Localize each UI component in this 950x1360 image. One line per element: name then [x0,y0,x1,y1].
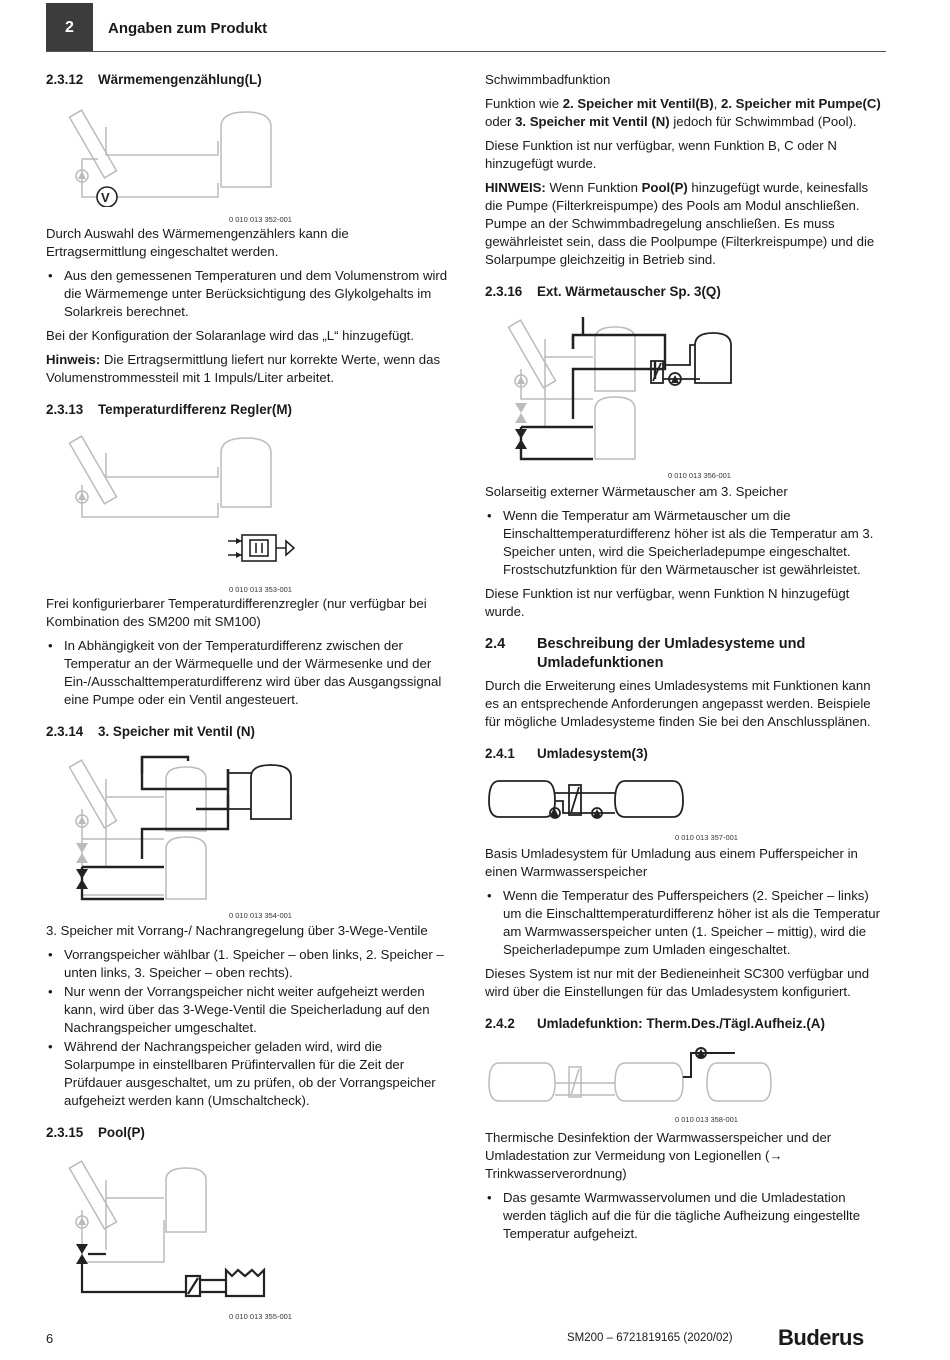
section-heading: 2.3.12 Wärmemengenzählung(L) [46,72,262,87]
paragraph: 3. Speicher mit Vorrang-/ Nachrangregelung über 3-Wege-Ventile [46,923,428,938]
figure-code: 0 010 013 354-001 [229,911,292,920]
chapter-title: Angaben zum Produkt [108,20,268,37]
paragraph: Funktion wie 2. Speicher mit Ventil(B), 2. Speicher mit Pumpe(C) oder 3. Speicher mit Ventil (N) jedoch für Schwimmbad (Pool). [485,96,881,129]
chapter-number: 2 [46,3,93,52]
header-rule [46,51,886,52]
document-id: SM200 – 6721819165 (2020/02) [567,1332,733,1344]
bullet-list [46,637,448,709]
figure-code: 0 010 013 356-001 [668,471,731,480]
paragraph: Durch die Erweiterung eines Umladesystems mit Funktionen kann es an entsprechende Anforderungen angepasst werden. Beispiele für mögliche Umladesysteme finden Sie bei den Anschlussplänen. [485,678,871,729]
list-item: • Vorrangspeicher wählbar (1. Speicher – oben links, 2. Speicher – unten links, 3. Speicher – oben rechts). [46,946,448,982]
figure-code: 0 010 013 358-001 [675,1115,738,1124]
figure-code: 0 010 013 355-001 [229,1312,292,1321]
list-item: • Während der Nachrangspeicher geladen wird, wird die Solarpumpe in einstellbaren Prüfintervallen für die Zeit der Prüfdauer ausgeschaltet, um zu prüfen, ob der Vorrangspeicher aufgeheizt werden kann (Umschaltcheck). [46,1038,448,1110]
bullet-list [485,1189,887,1243]
paragraph: Frei konfigurierbarer Temperaturdifferenzregler (nur verfügbar bei Kombination des SM200 mit SM100) [46,596,427,629]
list-item: • Nur wenn der Vorrangspeicher nicht weiter aufgeheizt werden kann, wird über das 3-Wege-Ventil die Speicherladung auf den Nachrangspeicher umgeschaltet. [46,983,448,1037]
paragraph: Diese Funktion ist nur verfügbar, wenn Funktion N hinzugefügt wurde. [485,586,850,619]
paragraph: Solarseitig externer Wärmetauscher am 3. Speicher [485,484,788,499]
list-item: • Wenn die Temperatur des Pufferspeichers (2. Speicher – links) um die Einschalttemperaturdifferenz höher ist als die Temperatur am Warmwasserspeicher unten (1. Speicher – mittig), wird die Speicherladepumpe zum Umladen eingeschaltet. [485,887,887,959]
brand-logo: Buderus [778,1325,864,1350]
section-heading: 2.3.15 Pool(P) [46,1125,145,1140]
bullet-list [485,887,887,959]
list-item: • Aus den gemessenen Temperaturen und dem Volumenstrom wird die Wärmemenge unter Berücksichtigung des Glykolgehalts im Solarkreis berechnet. [46,267,448,321]
figure-temp-diff [46,427,448,594]
chapter-section-heading: 2.4 Beschreibung der Umladesysteme und Umladefunktionen [485,636,806,671]
figure-transfer-system [485,771,887,842]
bullet-list [485,507,887,579]
figure-heat-meter [46,97,448,224]
section-heading: 2.3.16 Ext. Wärmetauscher Sp. 3(Q) [485,284,721,299]
section-heading: 2.3.14 3. Speicher mit Ventil (N) [46,724,256,739]
figure-ext-heat-exchanger [485,309,887,480]
list-item: • Das gesamte Warmwasservolumen und die Umladestation werden täglich auf die für die tägliche Aufheizung eingestellte Temperatur aufgeheizt. [485,1189,887,1243]
section-heading: 2.4.1 Umladesystem(3) [485,746,648,761]
list-item: • Wenn die Temperatur am Wärmetauscher um die Einschalttemperaturdifferenz höher ist als die Temperatur am 3. Speicher unten, wird die Speicherladepumpe eingeschaltet. Frostschutzfunktion für den Wärmetauscher ist gewährleistet. [485,507,887,579]
figure-code: 0 010 013 357-001 [675,833,738,842]
subheading-label: Schwimmbadfunktion [485,72,611,87]
figure-thermal-disinfection [485,1041,887,1123]
bullet-list [46,946,448,1110]
section-heading: 2.4.2 Umladefunktion: Therm.Des./Tägl.Aufheiz.(A) [485,1016,825,1031]
right-column [485,71,887,1249]
figure-third-tank-valve [46,749,448,920]
page-number: 6 [46,1331,54,1346]
bullet-list [46,267,448,321]
paragraph: Durch Auswahl des Wärmemengenzählers kann die Ertragsermittlung eingeschaltet werden. [46,226,349,259]
left-column [46,71,448,1321]
figure-pool [46,1150,448,1321]
paragraph: Thermische Desinfektion der Warmwasserspeicher und der Umladestation zur Vermeidung von Legionellen (→ Trinkwasserverordnung) [485,1130,832,1181]
paragraph: Basis Umladesystem für Umladung aus einem Pufferspeicher in einen Warmwasserspeicher [485,846,858,879]
section-heading: 2.3.13 Temperaturdifferenz Regler(M) [46,402,292,417]
paragraph: Bei der Konfiguration der Solaranlage wird das „L“ hinzugefügt. [46,328,415,343]
figure-code: 0 010 013 353-001 [229,585,292,594]
note: Hinweis: Die Ertragsermittlung liefert nur korrekte Werte, wenn das Volumenstrommessteil mit 1 Impuls/Liter arbeitet. [46,352,441,385]
svg-text:V: V [101,190,110,205]
list-item: • In Abhängigkeit von der Temperaturdifferenz zwischen der Temperatur an der Wärmequelle und der Wärmesenke und der Ein-/Ausschalttemperaturdifferenz wird über das Ausgangssignal eine Pumpe oder ein Ventil angesteuert. [46,637,448,709]
paragraph: Dieses System ist nur mit der Bedieneinheit SC300 verfügbar und wird über die Einstellungen für das Umladesystem konfiguriert. [485,966,870,999]
paragraph: Diese Funktion ist nur verfügbar, wenn Funktion B, C oder N hinzugefügt wurde. [485,138,837,171]
note: HINWEIS: Wenn Funktion Pool(P) hinzugefügt wurde, keinesfalls die Pumpe (Filterkreispumpe) des Pools am Modul anschließen. Pumpe an der Schwimmbadregelung anschließen. Es muss gewährleistet sein, dass die Poolpumpe (Filterkreispumpe) und die Solarpumpe gleichzeitig in Betrieb sind. [485,180,875,267]
figure-code: 0 010 013 352-001 [229,215,292,224]
